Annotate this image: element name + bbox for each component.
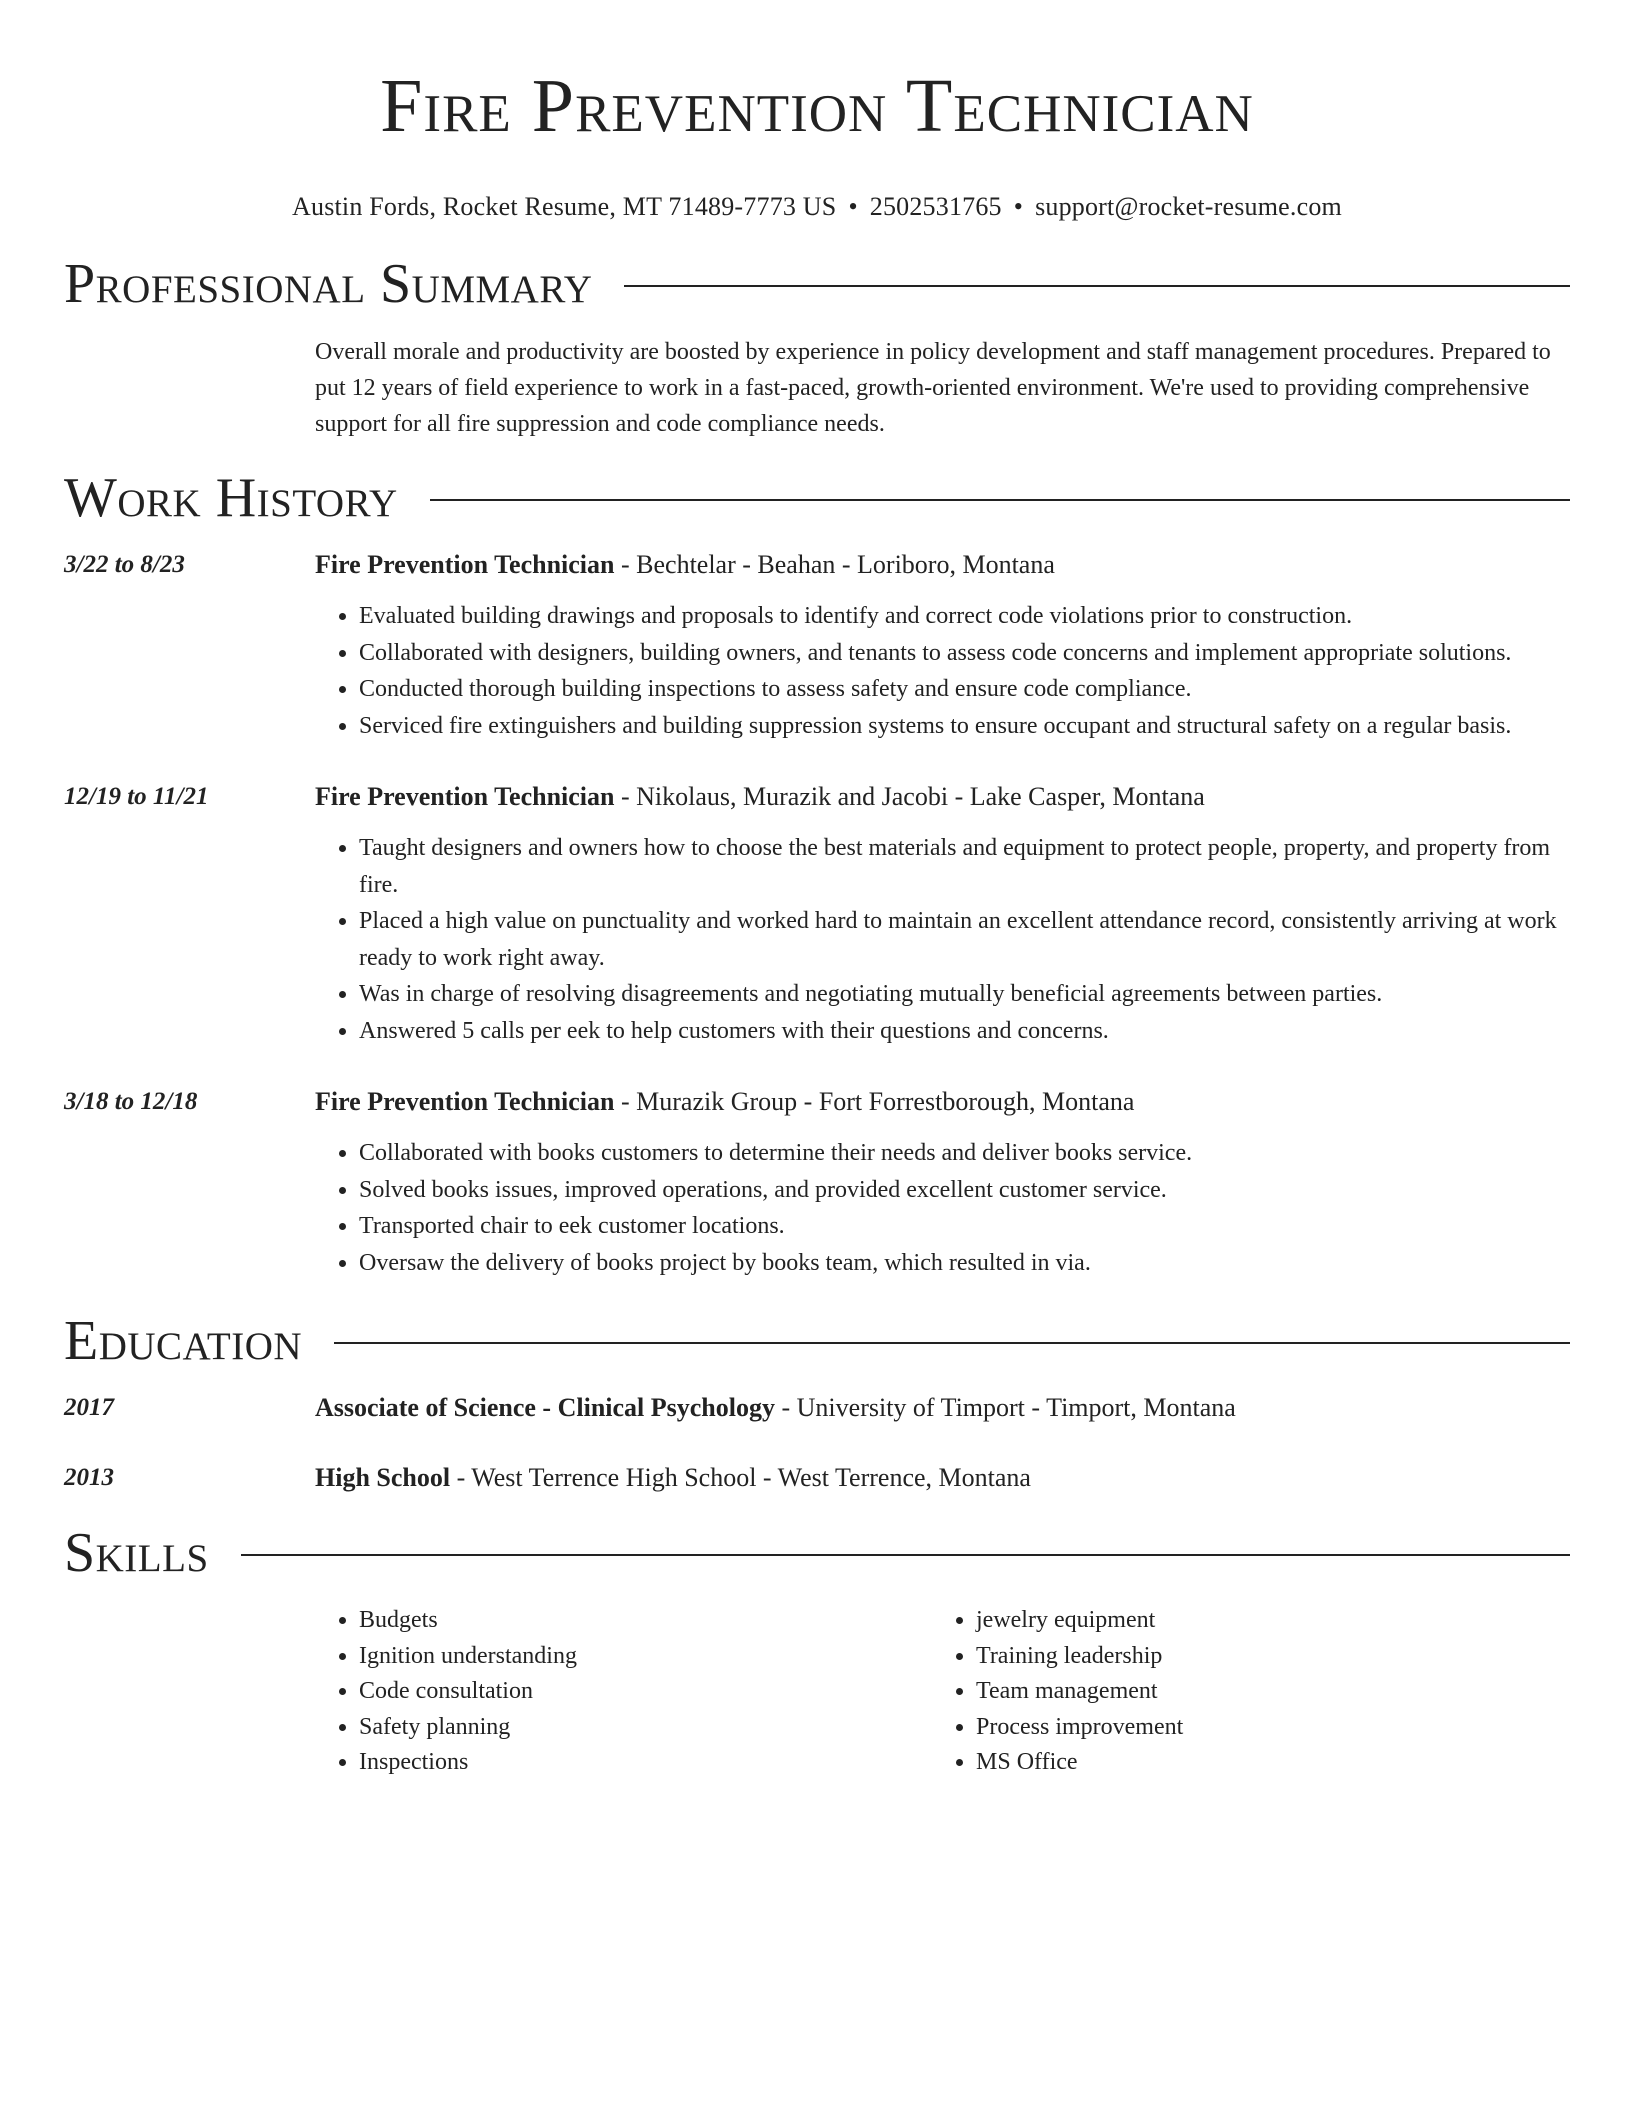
job-body: [315, 1085, 1570, 1281]
resume-name: Fire Prevention Technician: [380, 64, 1254, 148]
skill-item: • jewelry equipment: [976, 1603, 1549, 1639]
contact-phone: 2502531765: [869, 192, 1002, 221]
job-bullet: • Collaborated with books customers to determine their needs and deliver books service.: [359, 1135, 1570, 1172]
skill-item: • Code consultation: [359, 1674, 932, 1710]
contact-separator: •: [1013, 192, 1024, 221]
education-year: 2013: [64, 1464, 114, 1491]
job-bullet: • Transported chair to eek customer locations.: [359, 1208, 1570, 1245]
job-role: Fire Prevention Technician: [315, 550, 615, 579]
summary-section-header: [64, 252, 1570, 316]
skill-item: • Team management: [976, 1674, 1549, 1710]
job-dates: 12/19 to 11/21: [64, 783, 209, 810]
education-year: 2017: [64, 1394, 114, 1421]
skills-section-title: Skills: [64, 1522, 209, 1584]
education-section-header: [64, 1309, 1570, 1373]
education-entry: [64, 1461, 1570, 1495]
job-body: [315, 780, 1570, 1049]
job-entry: [64, 780, 1570, 1049]
skills-left-list: [315, 1603, 932, 1781]
job-bullets: [315, 830, 1570, 1049]
job-bullet: • Answered 5 calls per eek to help customers with their questions and concerns.: [359, 1013, 1570, 1050]
job-body: [315, 548, 1570, 744]
skill-item: • Safety planning: [359, 1710, 932, 1746]
job-details: - Murazik Group - Fort Forrestborough, Montana: [614, 1087, 1135, 1116]
section-divider: [334, 1342, 1570, 1344]
job-bullet: • Oversaw the delivery of books project by books team, which resulted in via.: [359, 1245, 1570, 1282]
section-divider: [241, 1554, 1570, 1556]
education-degree: High School: [315, 1463, 451, 1492]
contact-address: Austin Fords, Rocket Resume, MT 71489-7773 US: [292, 192, 837, 221]
job-bullet: • Placed a high value on punctuality and worked hard to maintain an excellent attendance record, consistently arriving at work ready to work right away.: [359, 903, 1570, 976]
section-divider: [624, 285, 1570, 287]
summary-section: [315, 334, 1570, 442]
contact-line: [64, 190, 1570, 224]
skills-column-right: [932, 1603, 1549, 1781]
job-dates: 3/22 to 8/23: [64, 551, 185, 578]
job-entry: [64, 548, 1570, 744]
resume-page: [64, 0, 1570, 1781]
job-entry: [64, 1085, 1570, 1281]
job-bullet: • Collaborated with designers, building owners, and tenants to assess code concerns and implement appropriate solutions.: [359, 635, 1570, 672]
job-role: Fire Prevention Technician: [315, 782, 615, 811]
education-section-title: Education: [64, 1310, 303, 1372]
summary-text: Overall morale and productivity are boosted by experience in policy development and staff management procedures. Prepared to put 12 years of field experience to work in a fast-paced, growth-oriented environment. We're used to providing comprehensive support for all fire suppression and code compliance needs.: [315, 339, 1551, 437]
job-bullet: • Taught designers and owners how to choose the best materials and equipment to protect people, property, and property from fire.: [359, 830, 1570, 903]
job-heading: [315, 780, 1570, 814]
contact-separator: •: [848, 192, 858, 221]
skill-item: • Inspections: [359, 1745, 932, 1781]
education-heading: [315, 1461, 1570, 1495]
section-divider: [430, 499, 1570, 501]
skill-item: • MS Office: [976, 1745, 1549, 1781]
skills-column-left: [315, 1603, 932, 1781]
job-heading: [315, 1085, 1570, 1119]
skill-item: • Training leadership: [976, 1639, 1549, 1675]
work-section-title: Work History: [64, 467, 398, 529]
job-bullets: [315, 1135, 1570, 1281]
skills-list: [315, 1603, 1570, 1781]
education-details: - University of Timport - Timport, Montana: [775, 1393, 1236, 1422]
work-section-header: [64, 466, 1570, 530]
job-bullet: • Conducted thorough building inspections to assess safety and ensure code compliance.: [359, 671, 1570, 708]
job-role: Fire Prevention Technician: [315, 1087, 615, 1116]
job-bullet: • Was in charge of resolving disagreements and negotiating mutually beneficial agreements between parties.: [359, 976, 1570, 1013]
education-entry: [64, 1391, 1570, 1425]
skill-item: • Process improvement: [976, 1710, 1549, 1746]
contact-email: support@rocket-resume.com: [1035, 192, 1342, 221]
job-bullet: • Solved books issues, improved operations, and provided excellent customer service.: [359, 1172, 1570, 1209]
education-degree: Associate of Science - Clinical Psychology: [315, 1393, 775, 1422]
education-details: - West Terrence High School - West Terrence, Montana: [450, 1463, 1031, 1492]
job-bullet: • Evaluated building drawings and proposals to identify and correct code violations prior to construction.: [359, 598, 1570, 635]
skill-item: • Budgets: [359, 1603, 932, 1639]
job-details: - Bechtelar - Beahan - Loriboro, Montana: [614, 550, 1055, 579]
job-bullet: • Serviced fire extinguishers and building suppression systems to ensure occupant and structural safety on a regular basis.: [359, 708, 1570, 745]
skills-right-list: [932, 1603, 1549, 1781]
skill-item: • Ignition understanding: [359, 1639, 932, 1675]
education-heading: [315, 1391, 1570, 1425]
education-body: [315, 1461, 1570, 1495]
summary-section-title: Professional Summary: [64, 253, 593, 315]
education-body: [315, 1391, 1570, 1425]
job-details: - Nikolaus, Murazik and Jacobi - Lake Casper, Montana: [614, 782, 1205, 811]
skills-section-header: [64, 1521, 1570, 1585]
job-heading: [315, 548, 1570, 582]
job-dates: 3/18 to 12/18: [64, 1088, 198, 1115]
job-bullets: [315, 598, 1570, 744]
